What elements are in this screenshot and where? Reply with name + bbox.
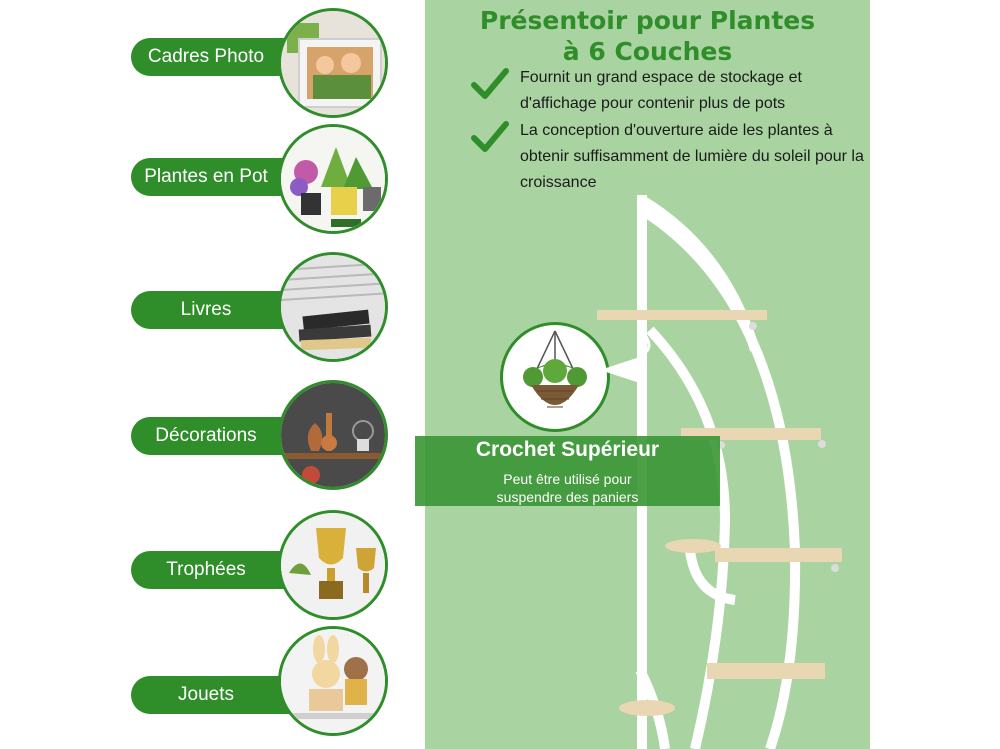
trophies-icon	[278, 510, 388, 620]
potted-plants-icon	[278, 124, 388, 234]
toys-icon	[278, 626, 388, 736]
feature-text: La conception d'ouverture aide les plantes à obtenir suffisamment de lumière du soleil pour la croissance	[520, 122, 864, 191]
category-label-decorations: Décorations	[131, 417, 301, 455]
hook-subtitle-line2: suspendre des paniers	[496, 489, 639, 505]
product-title-line2: à 6 Couches	[562, 37, 733, 66]
callout-pointer-icon	[600, 355, 640, 385]
right-margin	[870, 0, 1000, 749]
product-title-line1: Présentoir pour Plantes	[479, 6, 816, 35]
category-label-books: Livres	[131, 291, 301, 329]
hook-title: Crochet Supérieur	[475, 438, 660, 461]
category-label-trophies: Trophées	[131, 551, 301, 589]
category-label-potted-plants: Plantes en Pot	[131, 158, 301, 196]
hook-subtitle-line1: Peut être utilisé pour	[503, 471, 632, 487]
category-label-toys: Jouets	[131, 676, 301, 714]
photo-frame-icon	[278, 8, 388, 118]
category-label-photo-frames: Cadres Photo	[131, 38, 301, 76]
hook-subtitle	[415, 470, 720, 506]
feature-text: Fournit un grand espace de stockage et d'affichage pour contenir plus de pots	[520, 69, 802, 112]
books-icon	[278, 252, 388, 362]
hanging-basket-icon	[500, 322, 610, 432]
checkmark-icon	[470, 118, 510, 158]
decorations-icon	[278, 380, 388, 490]
checkmark-icon	[470, 65, 510, 105]
